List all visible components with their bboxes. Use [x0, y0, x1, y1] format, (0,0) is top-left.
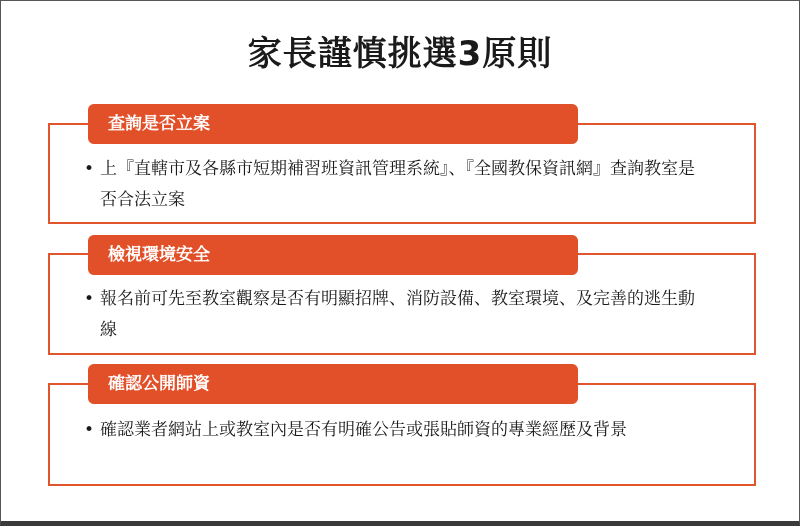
section-body-safety: [84, 284, 700, 346]
section-text: 確認業者網站上或教室內是否有明確公告或張貼師資的專業經歷及背景: [100, 420, 627, 440]
section-header-registration: 查詢是否立案: [88, 104, 578, 144]
page-title: 家長謹慎挑選3原則: [247, 34, 553, 74]
section-header-teachers: 確認公開師資: [88, 364, 578, 404]
section-text: 報名前可先至教室觀察是否有明顯招牌、消防設備、教室環境、及完善的逃生動線: [100, 289, 695, 340]
section-body-registration: [84, 154, 700, 216]
section-text: 上『直轄市及各縣市短期補習班資訊管理系統』、『全國教保資訊網』查詢教室是否合法立案: [100, 159, 695, 210]
bullet-icon: •: [84, 159, 95, 179]
section-body-teachers: [84, 415, 700, 446]
bullet-icon: •: [84, 289, 95, 309]
bullet-icon: •: [84, 420, 95, 440]
section-header-safety: 檢視環境安全: [88, 235, 578, 275]
